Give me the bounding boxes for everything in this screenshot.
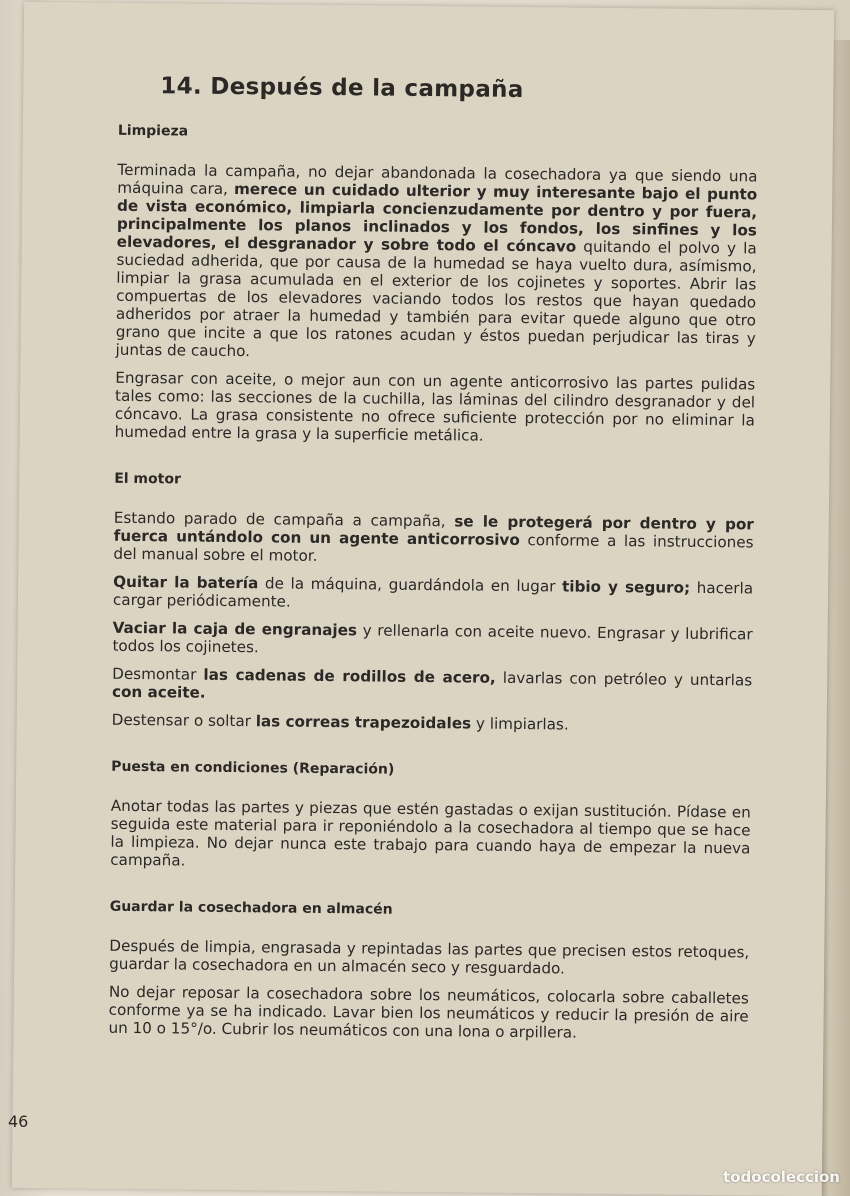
paragraph-almacen-2: No dejar reposar la cosechadora sobre los neumáticos, colocarla sobre caballetes conforme ya se ha indicado. Lavar bien los neumáticos y reducir la presión de aire un 10 o 15°/o. Cubrir los neumáticos con una lona o arpillera. — [108, 982, 749, 1042]
bold-text-run: merece un cuidado ulterior y muy interesante bajo el punto de vista económico, limpiarla concienzudamente por dentro y por fuera, principalmente los planos inclinados y los fondos, los sinfines y los elevadores, el desgranador y sobre todo el cóncavo — [116, 179, 758, 256]
paragraph-motor-5 — [112, 711, 752, 736]
text-run: y limpiarlas. — [471, 714, 569, 734]
document-page — [12, 2, 834, 1196]
bold-text-run: Vaciar la caja de engranajes — [112, 618, 358, 640]
bold-text-run: las correas trapezoidales — [255, 712, 472, 733]
paragraph-motor-4 — [112, 665, 752, 708]
text-run: Estando parado de campaña a campaña, — [113, 508, 455, 531]
paragraph-almacen-1: Después de limpia, engrasada y repintadas las partes que precisen estos retoques, guardar la cosechadora en un almacén seco y resguardado. — [109, 936, 750, 978]
text-run: y rellenarla con aceite nuevo. Engrasar y lubrificar todos los cojinetes. — [112, 621, 753, 657]
text-run: Destensar o soltar — [111, 710, 256, 731]
paragraph-motor-3 — [112, 619, 752, 662]
watermark-logo: todocoleccion — [723, 1168, 840, 1186]
paragraph-limpieza-1 — [115, 161, 757, 366]
page-title: 14. Después de la campaña — [160, 73, 524, 104]
section-heading-almacen: Guardar la cosechadora en almacén — [109, 898, 393, 918]
paragraph-motor-2 — [113, 573, 753, 616]
page-content — [108, 73, 758, 1054]
section-heading-motor: El motor — [114, 470, 181, 488]
text-run: lavarlas con petróleo y untarlas — [495, 668, 753, 690]
text-run: Desmontar — [112, 664, 204, 684]
text-run: Terminada la campaña, no dejar abandonada la cosechadora ya que siendo una máquina cara, — [117, 160, 758, 198]
paragraph-limpieza-2: Engrasar con aceite, o mejor aun con un agente anticorrosivo las partes pulidas tales como: las secciones de la cuchilla, las láminas del cilindro desgranador y del cóncavo. La grasa consistente no ofrece suficiente protección por no eliminar la humedad entre la grasa y la superficie metálica. — [114, 368, 756, 445]
bold-text-run: las cadenas de rodillos de acero, — [203, 665, 496, 687]
text-run: quitando el polvo y la suciedad adherida, que por causa de la humedad se haya vuelto dura, asímismo, limpiar la grasa acumulada en el exterior de los cojinetes y soportes. Abrir las compuertas de los elevadores vaciando todos los restos que hayan quedado adheridos por atraer la humedad y también para evitar quede alguno que otro grano que incite a que los ratones acudan y éstos puedan perjudicar las tiras y juntas de caucho. — [115, 237, 757, 361]
text-run: conforme a las instrucciones del manual sobre el motor. — [113, 531, 754, 565]
text-run: hacerla cargar periódicamente. — [112, 578, 754, 611]
bold-text-run: Quitar la batería — [113, 572, 259, 593]
page-number: 46 — [8, 1112, 29, 1131]
section-heading-reparacion: Puesta en condiciones (Reparación) — [111, 758, 395, 778]
section-heading-limpieza: Limpieza — [117, 122, 189, 140]
bold-text-run: con aceite. — [111, 682, 206, 702]
bold-text-run: se le protegerá por dentro y por fuerca untándolo con un agente anticorrosivo — [113, 512, 754, 550]
paragraph-motor-1 — [113, 509, 754, 570]
bold-text-run: tibio y seguro; — [561, 577, 691, 597]
paragraph-reparacion-1: Anotar todas las partes y piezas que estén gastadas o exijan sustitución. Pídase en seguida este material para ir reponiéndolo a la cosechadora al tiempo que se hace la limpieza. No dejar nunca este trabajo para cuando haya de empezar la nueva campaña. — [110, 796, 751, 870]
text-run: de la máquina, guardándola en lugar — [258, 574, 563, 596]
